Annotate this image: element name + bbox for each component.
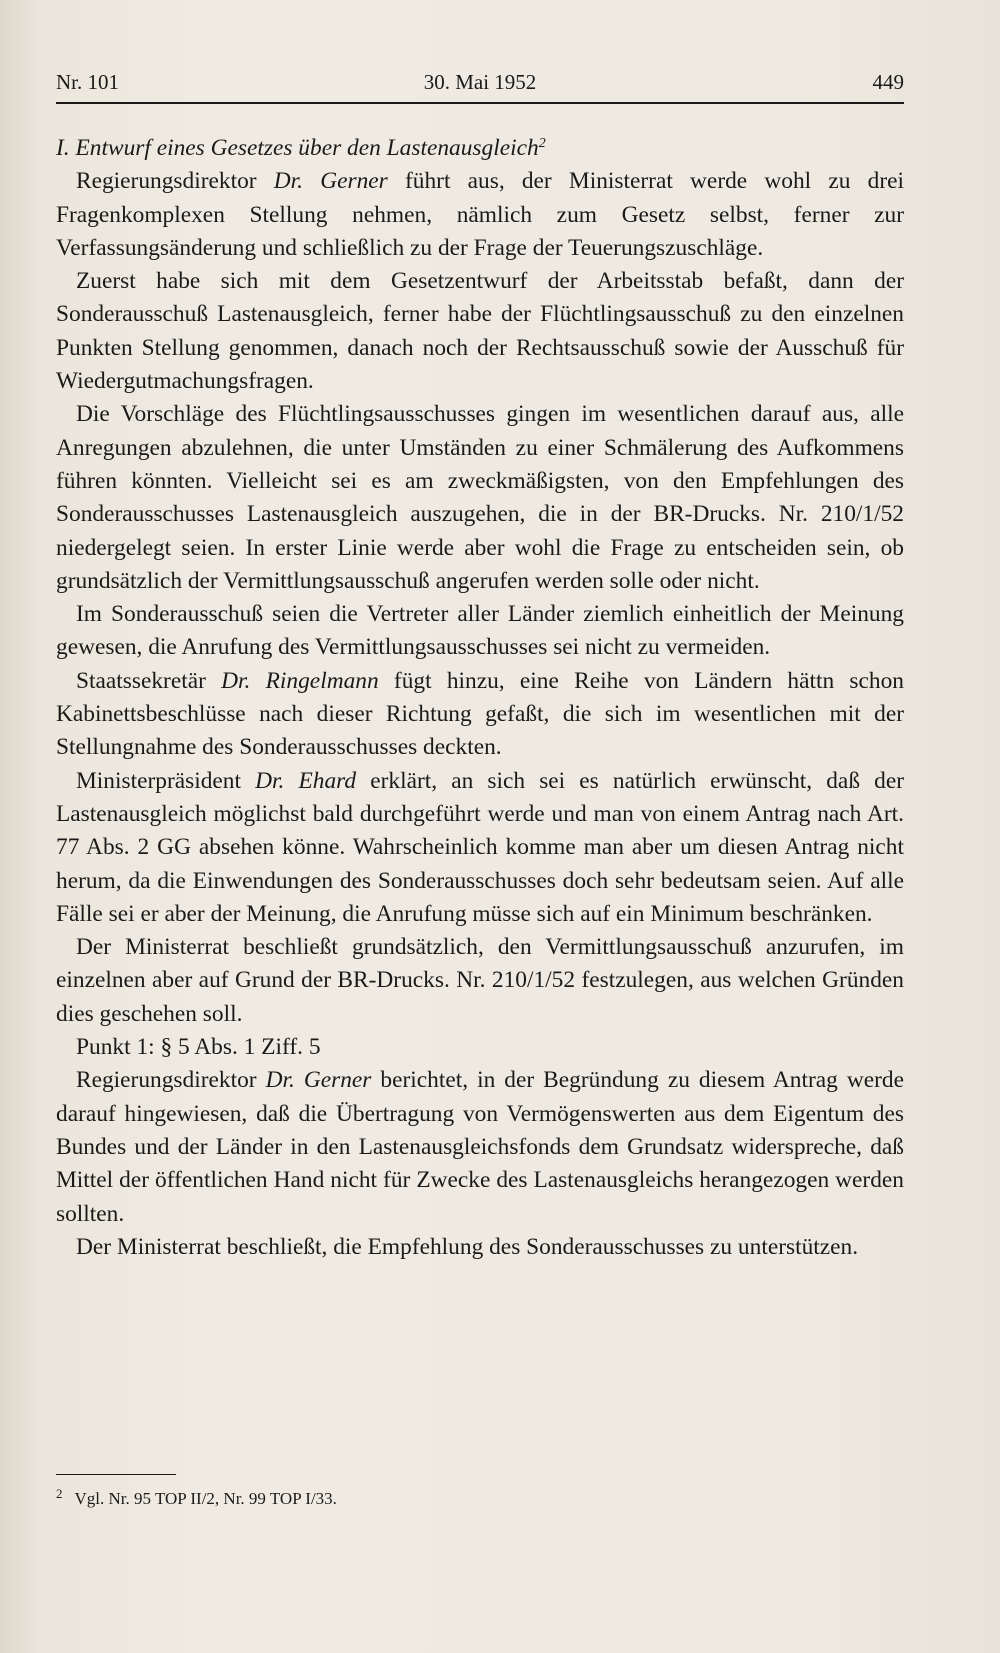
section-title: I. Entwurf eines Gesetzes über den Lastenausgleich: [56, 135, 539, 161]
paragraph-text: erklärt, an sich sei es natürlich erwünscht, daß der Lastenausgleich möglichst bald durchgeführt werde und man von einem Antrag nach Art. 77 Abs. 2 GG absehen könne. Wahrscheinlich komme man aber um diesen Antrag nicht herum, da die Einwendungen des Sonderausschusses doch sehr bedeutsam seien. Auf alle Fälle sei er aber der Meinung, die Anrufung müsse sich auf ein Minimum beschränken.: [56, 767, 904, 927]
page-header: [56, 66, 904, 100]
paragraph-text: fügt hinzu, eine Reihe von Ländern hättn schon Kabinettsbeschlüsse nach dieser Richtung gefaßt, die sich im wesentlichen mit der Stellungnahme des Sonderausschusses deckten.: [56, 667, 904, 761]
page-number: 449: [872, 70, 904, 94]
document-number: Nr. 101: [56, 70, 119, 94]
speaker-role: Regierungsdirektor: [76, 1067, 266, 1094]
footnote: [56, 1482, 337, 1511]
paragraph-5: [56, 665, 904, 765]
paragraph-1: [56, 165, 904, 265]
paragraph-10: Der Ministerrat beschließt, die Empfehlung des Sonderausschusses zu unterstützen.: [76, 1233, 859, 1260]
paragraph-7: Der Ministerrat beschließt grundsätzlich, den Vermittlungsausschuß anzurufen, im einzelnen aber auf Grund der BR-Drucks. Nr. 210/1/52 festzulegen, aus welchen Gründen dies geschehen soll.: [56, 934, 904, 1027]
paragraph-8-point-heading: Punkt 1: § 5 Abs. 1 Ziff. 5: [76, 1034, 321, 1061]
body-text: [56, 132, 904, 1264]
speaker-name: Dr. Ehard: [255, 767, 357, 794]
footnote-marker: 2: [538, 136, 546, 151]
footnote-text: Vgl. Nr. 95 TOP II/2, Nr. 99 TOP I/33.: [74, 1489, 337, 1508]
speaker-role: Staatssekretär: [76, 667, 222, 694]
speaker-name: Dr. Ringelmann: [221, 667, 379, 694]
speaker-role: Regierungsdirektor: [76, 168, 274, 195]
footnote-number: 2: [56, 1486, 63, 1501]
paragraph-3: Die Vorschläge des Flüchtlingsausschusses gingen im wesentlichen darauf aus, alle Anregungen abzulehnen, die unter Umständen zu einer Schmälerung des Aufkommens führen könnten. Vielleicht sei es am zweckmäßigsten, von den Empfehlungen des Sonderausschusses Lastenausgleich auszugehen, die in der BR-Drucks. Nr. 210/1/52 niedergelegt seien. In erster Linie werde aber wohl die Frage zu entscheiden sein, ob grundsätzlich der Vermittlungsausschuß angerufen werden solle oder nicht.: [56, 401, 904, 594]
paragraph-6: [56, 765, 904, 931]
header-rule: [56, 102, 904, 104]
speaker-name: Dr. Gerner: [265, 1067, 372, 1094]
footnote-rule: [56, 1474, 176, 1475]
header-date: 30. Mai 1952: [423, 70, 537, 94]
paragraph-9: [56, 1064, 904, 1230]
paragraph-text: berichtet, in der Begründung zu diesem Antrag werde darauf hingewiesen, daß die Übertragung von Vermögenswerten aus dem Eigentum des Bundes und der Länder in den Lastenausgleichsfonds dem Grundsatz widerspreche, daß Mittel der öffentlichen Hand nicht für Zwecke des Lastenausgleichs herangezogen werden sollten.: [56, 1067, 904, 1227]
speaker-role: Ministerpräsident: [76, 767, 256, 794]
paragraph-text: führt aus, der Ministerrat werde wohl zu drei Fragenkomplexen Stellung nehmen, nämlich zum Gesetz selbst, ferner zur Verfassungsänderung und schließlich zu der Frage der Teuerungszuschläge.: [56, 168, 904, 261]
speaker-name: Dr. Gerner: [273, 168, 388, 195]
paragraph-4: Im Sonderausschuß seien die Vertreter aller Länder ziemlich einheitlich der Meinung gewesen, die Anrufung des Vermittlungsausschusses sei nicht zu vermeiden.: [56, 601, 904, 661]
section-heading: [56, 132, 904, 165]
paragraph-2: Zuerst habe sich mit dem Gesetzentwurf der Arbeitsstab befaßt, dann der Sonderausschuß Lastenausgleich, ferner habe der Flüchtlingsausschuß zu den einzelnen Punkten Stellung genommen, danach noch der Rechtsausschuß sowie der Ausschuß für Wiedergutmachungsfragen.: [56, 268, 904, 395]
